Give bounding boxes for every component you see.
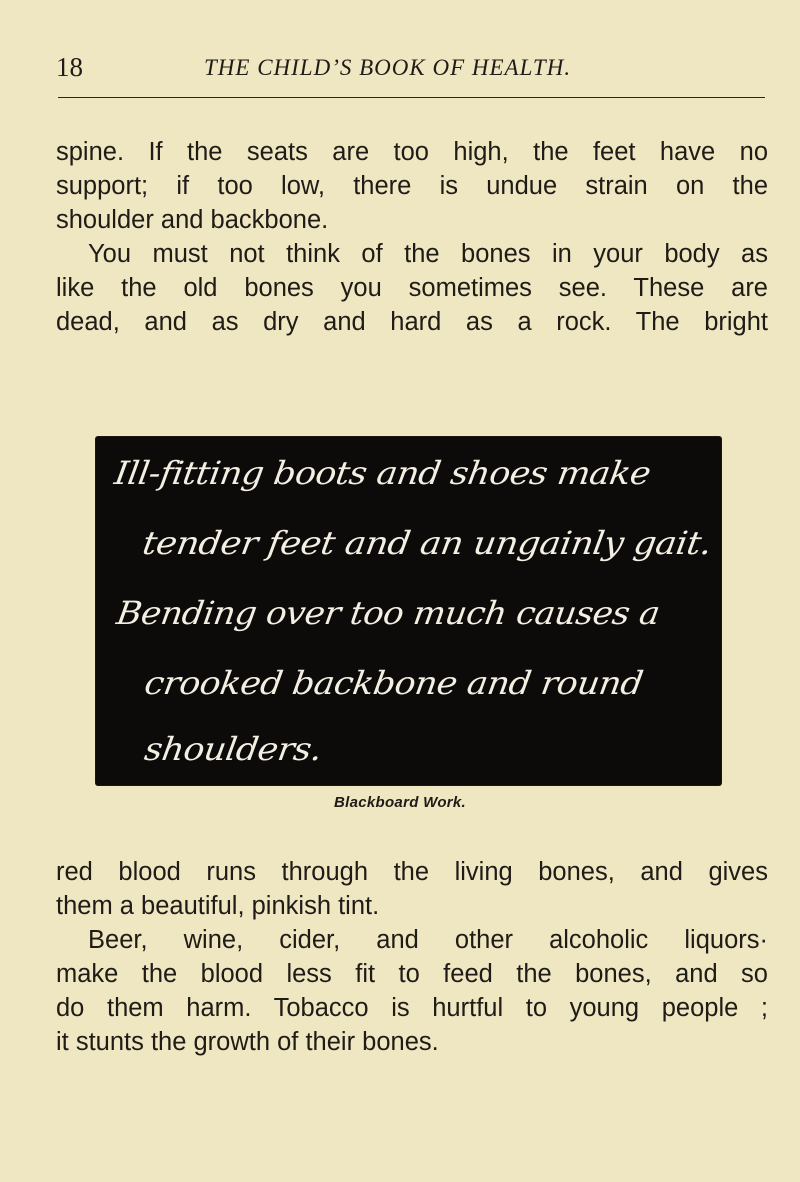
text-line: do them harm. Tobacco is hurtful to young people ; — [56, 994, 768, 1022]
text-line: shoulder and backbone. — [56, 206, 329, 234]
chalk-line: Ill-fitting boots and shoes make — [112, 454, 654, 492]
text-line: like the old bones you sometimes see. These are — [56, 274, 768, 302]
text-line: them a beautiful, pinkish tint. — [56, 892, 380, 920]
blackboard-illustration — [96, 437, 721, 785]
text-line: spine. If the seats are too high, the feet have no — [56, 138, 768, 166]
chalk-line: tender feet and an ungainly gait. — [139, 524, 715, 562]
header-rule — [58, 97, 765, 98]
body-text-bottom — [56, 855, 768, 1059]
text-line: red blood runs through the living bones, and gives — [56, 858, 768, 886]
running-title: THE CHILD’S BOOK OF HEALTH. — [204, 55, 572, 80]
text-line: You must not think of the bones in your body as — [88, 240, 768, 268]
text-line: make the blood less fit to feed the bones, and so — [56, 960, 768, 988]
text-line: dead, and as dry and hard as a rock. The bright — [56, 308, 768, 336]
body-text-top — [56, 135, 768, 339]
running-head — [56, 50, 768, 84]
text-line: it stunts the growth of their bones. — [56, 1028, 439, 1056]
text-line: support; if too low, there is undue strain on the — [56, 172, 768, 200]
page-number: 18 — [56, 52, 83, 82]
text-line: Beer, wine, cider, and other alcoholic liquors· — [88, 926, 768, 954]
chalk-line: Bending over too much causes a — [114, 594, 663, 632]
chalk-line: crooked backbone and round — [142, 664, 646, 702]
figure-caption: Blackboard Work. — [333, 794, 467, 811]
chalk-line: shoulders. — [142, 730, 325, 768]
